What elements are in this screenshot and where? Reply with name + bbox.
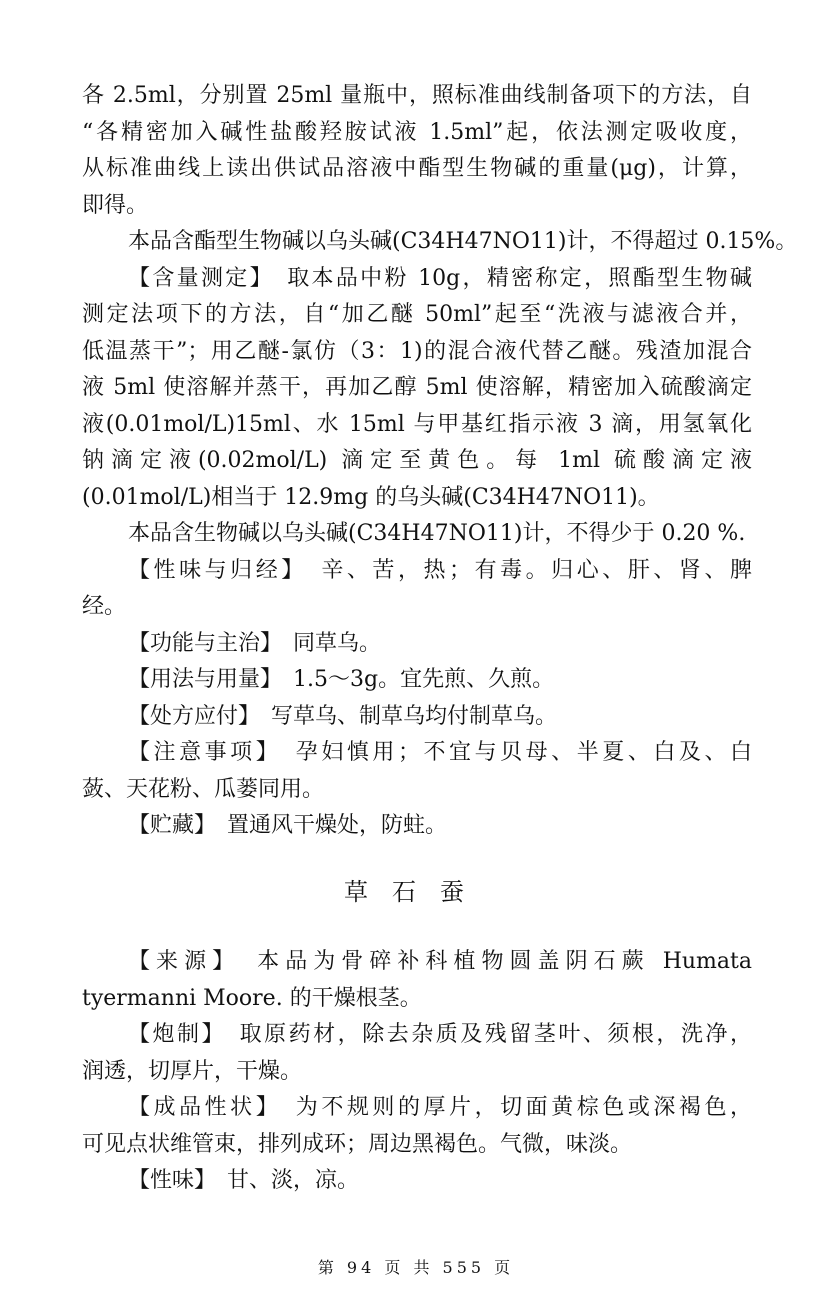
text-line: 【含量测定】 取本品中粉 10g，精密称定，照酯型生物碱: [128, 265, 752, 291]
text-line: 【贮藏】 置通风干燥处，防蛀。: [128, 813, 448, 838]
text-line: 各 2.5ml，分别置 25ml 量瓶中，照标准曲线制备项下的方法，自: [82, 83, 752, 108]
body-text-top: [82, 78, 798, 845]
text-line: 即得。: [82, 192, 149, 218]
text-line: 经。: [82, 594, 127, 619]
text-line: 【注意事项】 孕妇慎用；不宜与贝母、半夏、白及、白: [128, 740, 752, 765]
text-line: 【性味】 甘、淡，凉。: [128, 1168, 360, 1193]
text-line: tyermanni Moore. 的干燥根茎。: [82, 985, 422, 1011]
text-line: 【处方应付】 写草乌、制草乌均付制草乌。: [128, 703, 558, 729]
text-line: 本品含酯型生物碱以乌头碱(C34H47NO11)计，不得超过 0.15%。: [128, 229, 798, 254]
body-text-bottom: [82, 944, 752, 1200]
text-line: 润透，切厚片，干燥。: [82, 1058, 303, 1084]
text-line: 液 5ml 使溶解并蒸干，再加乙醇 5ml 使溶解，精密加入硫酸滴定: [82, 375, 752, 400]
text-line: 【性味与归经】 辛、苦，热；有毒。归心、肝、肾、脾: [128, 557, 752, 583]
text-line: 蔹、天花粉、瓜蒌同用。: [82, 776, 325, 802]
text-line: 从标准曲线上读出供试品溶液中酯型生物碱的重量(μg)，计算，: [82, 156, 752, 181]
section-heading: 草石蚕: [344, 878, 488, 906]
text-line: 【来源】 本品为骨碎补科植物圆盖阴石蕨 Humata: [128, 949, 752, 974]
text-line: “各精密加入碱性盐酸羟胺试液 1.5ml”起，依法测定吸收度，: [82, 119, 752, 145]
text-line: 【炮制】 取原药材，除去杂质及残留茎叶、须根，洗净，: [128, 1022, 752, 1047]
text-line: 可见点状维管束，排列成环；周边黑褐色。气微，味淡。: [82, 1131, 633, 1157]
text-line: 钠滴定液(0.02mol/L) 滴定至黄色。每 1ml 硫酸滴定液: [82, 448, 752, 473]
text-line: 本品含生物碱以乌头碱(C34H47NO11)计，不得少于 0.20 %.: [128, 521, 746, 546]
text-line: 低温蒸干”；用乙醚-氯仿（3：1)的混合液代替乙醚。残渣加混合: [82, 338, 752, 364]
page-footer: 第 94 页 共 555 页: [317, 1258, 515, 1277]
text-line: 液(0.01mol/L)15ml、水 15ml 与甲基红指示液 3 滴，用氢氧化: [82, 411, 752, 437]
text-line: 【成品性状】 为不规则的厚片，切面黄棕色或深褐色，: [128, 1095, 752, 1120]
text-line: 【功能与主治】 同草乌。: [128, 630, 382, 656]
text-line: 【用法与用量】 1.5～3g。宜先煎、久煎。: [128, 667, 555, 692]
text-line: 测定法项下的方法，自“加乙醚 50ml”起至“洗液与滤液合并，: [82, 302, 752, 327]
text-line: (0.01mol/L)相当于 12.9mg 的乌头碱(C34H47NO11)。: [82, 484, 660, 510]
